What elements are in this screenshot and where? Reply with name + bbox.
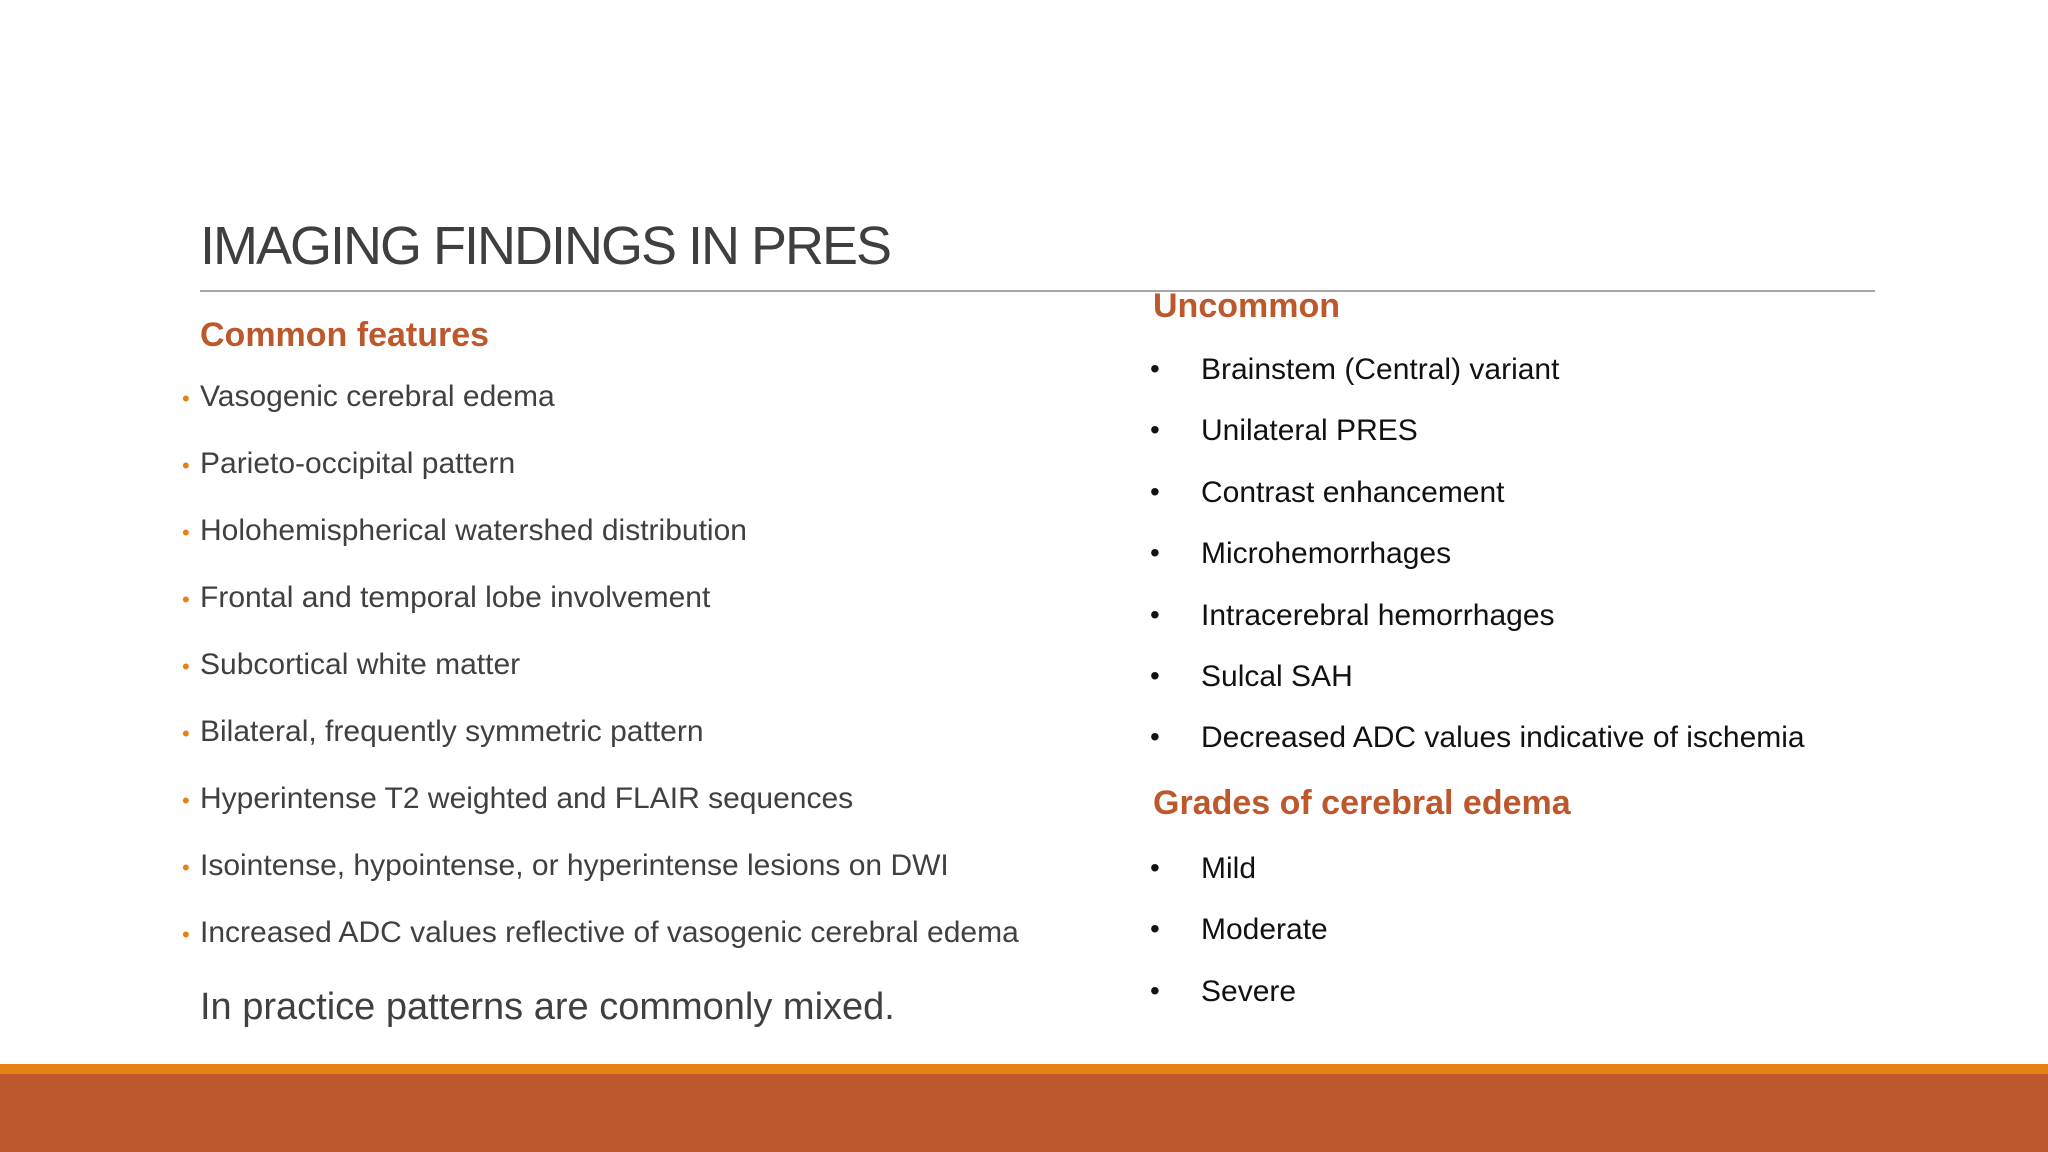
common-features-heading: Common features xyxy=(200,316,490,354)
title-divider xyxy=(200,290,1875,292)
bullet-icon: • xyxy=(182,587,190,612)
list-item xyxy=(182,581,1019,648)
bullet-icon: • xyxy=(182,386,190,411)
bullet-icon: • xyxy=(182,855,190,880)
list-item-text: Microhemorrhages xyxy=(1201,537,1452,571)
list-item-text: Unilateral PRES xyxy=(1201,414,1418,448)
footer-stripe xyxy=(0,1064,2048,1074)
mixed-patterns-note: In practice patterns are commonly mixed. xyxy=(200,986,895,1028)
bullet-icon: • xyxy=(182,453,190,478)
bullet-icon: • xyxy=(1150,721,1160,753)
list-item-text: Subcortical white matter xyxy=(200,648,521,681)
list-item-text: Decreased ADC values indicative of ischemia xyxy=(1201,721,1805,755)
list-item-text: Increased ADC values reflective of vasogenic cerebral edema xyxy=(200,916,1019,949)
list-item-text: Isointense, hypointense, or hyperintense lesions on DWI xyxy=(200,849,949,882)
list-item xyxy=(1150,721,1805,782)
list-item-text: Brainstem (Central) variant xyxy=(1201,353,1560,386)
list-item-text: Sulcal SAH xyxy=(1201,659,1353,693)
list-item xyxy=(1150,353,1805,414)
bullet-icon: • xyxy=(1150,659,1160,691)
list-item-text: Frontal and temporal lobe involvement xyxy=(200,581,711,614)
list-item xyxy=(182,514,1019,581)
bullet-icon: • xyxy=(1150,974,1160,1006)
list-item-text: Holohemispherical watershed distribution xyxy=(200,514,747,547)
bullet-icon: • xyxy=(1150,353,1160,384)
list-item xyxy=(1150,852,1328,913)
bullet-icon: • xyxy=(182,721,190,746)
bullet-icon: • xyxy=(182,788,190,813)
bullet-icon: • xyxy=(1150,913,1160,945)
bullet-icon: • xyxy=(1150,537,1160,569)
list-item xyxy=(1150,913,1328,974)
common-features-list xyxy=(182,380,1019,983)
list-item-text: Severe xyxy=(1201,974,1297,1008)
list-item-text: Contrast enhancement xyxy=(1201,475,1505,509)
uncommon-list xyxy=(1150,353,1805,783)
list-item xyxy=(182,648,1019,715)
bullet-icon: • xyxy=(1150,598,1160,630)
list-item xyxy=(182,849,1019,916)
footer-band xyxy=(0,1074,2048,1152)
bullet-icon: • xyxy=(182,654,190,679)
bullet-icon: • xyxy=(182,922,190,947)
list-item xyxy=(182,447,1019,514)
list-item xyxy=(182,916,1019,983)
list-item-text: Bilateral, frequently symmetric pattern xyxy=(200,715,704,748)
bullet-icon: • xyxy=(1150,475,1160,507)
list-item-text: Parieto-occipital pattern xyxy=(200,447,516,480)
list-item-text: Vasogenic cerebral edema xyxy=(200,380,555,413)
list-item-text: Moderate xyxy=(1201,913,1328,947)
list-item xyxy=(1150,414,1805,475)
bullet-icon: • xyxy=(182,520,190,545)
bullet-icon: • xyxy=(1150,414,1160,446)
grades-heading: Grades of cerebral edema xyxy=(1153,784,1571,822)
list-item xyxy=(182,715,1019,782)
grades-list xyxy=(1150,852,1328,1036)
list-item xyxy=(182,380,1019,447)
bullet-icon: • xyxy=(1150,852,1160,883)
list-item-text: Mild xyxy=(1201,852,1257,885)
list-item xyxy=(1150,476,1805,537)
list-item xyxy=(1150,975,1328,1036)
list-item xyxy=(1150,660,1805,721)
list-item xyxy=(1150,537,1805,598)
list-item xyxy=(1150,599,1805,660)
list-item-text: Intracerebral hemorrhages xyxy=(1201,598,1555,632)
uncommon-heading: Uncommon xyxy=(1153,287,1340,325)
slide-title: IMAGING FINDINGS IN PRES xyxy=(200,216,891,276)
list-item-text: Hyperintense T2 weighted and FLAIR sequences xyxy=(200,782,854,815)
list-item xyxy=(182,782,1019,849)
